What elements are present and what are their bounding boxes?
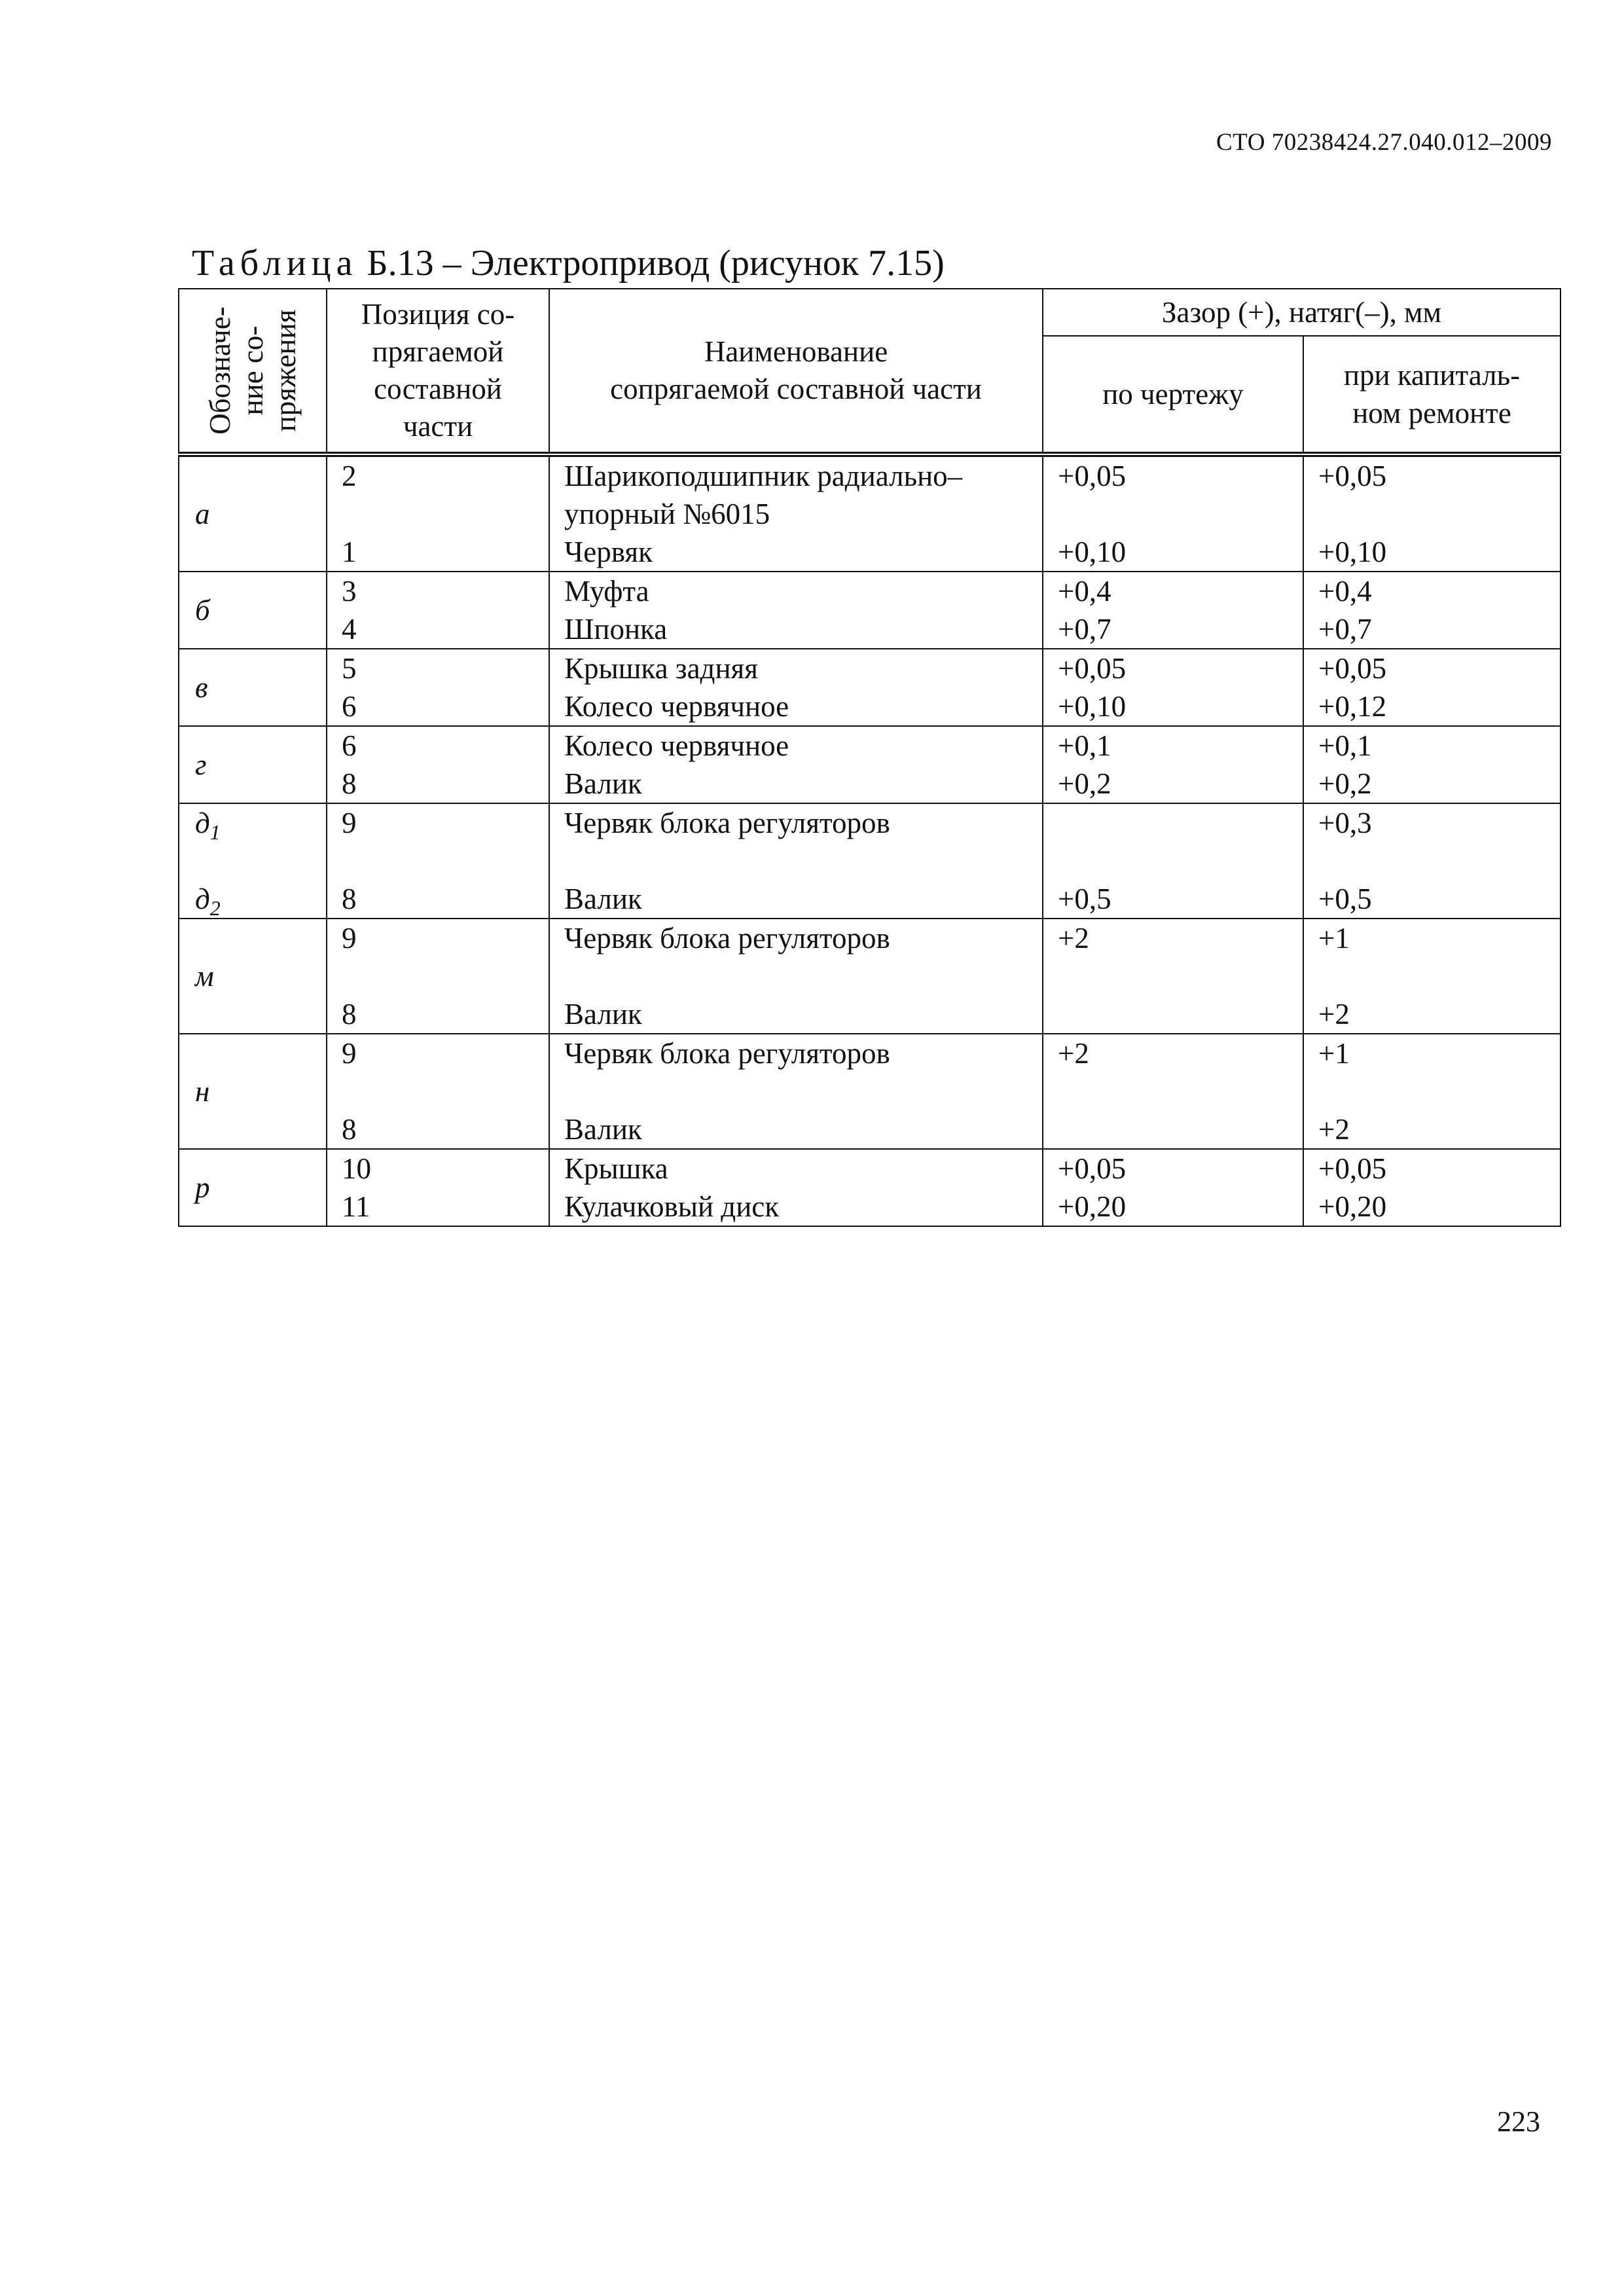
at-overhaul-cell-line: +0,2 (1318, 767, 1372, 800)
position-cell (327, 1034, 549, 1149)
by-drawing-cell (1043, 726, 1303, 803)
part-name-cell-line: Валик (564, 883, 642, 915)
position-cell (327, 919, 549, 1034)
table-body (179, 454, 1561, 1226)
part-name-cell-line: Червяк блока регуляторов (564, 807, 890, 839)
by-drawing-cell-line: +0,7 (1058, 613, 1111, 646)
part-name-cell-line: Кулачковый диск (564, 1190, 780, 1223)
position-cell-line: 8 (342, 767, 357, 800)
at-overhaul-cell-line: +0,12 (1318, 690, 1387, 723)
at-overhaul-cell (1303, 1034, 1561, 1149)
position-cell-line: 9 (342, 922, 357, 955)
caption-label: Таблица (192, 243, 358, 283)
table-row (179, 726, 1561, 803)
by-drawing-cell-line: +0,10 (1058, 536, 1127, 568)
position-cell-line: 2 (342, 460, 357, 492)
position-cell-line: 9 (342, 1037, 357, 1070)
at-overhaul-cell-line: +0,10 (1318, 536, 1387, 568)
at-overhaul-cell (1303, 919, 1561, 1034)
position-cell (327, 803, 549, 919)
at-overhaul-cell-line: +0,20 (1318, 1190, 1387, 1223)
at-overhaul-cell (1303, 454, 1561, 572)
at-overhaul-cell-line (1318, 1072, 1560, 1110)
at-overhaul-cell (1303, 572, 1561, 649)
by-drawing-cell-line: +0,05 (1058, 652, 1127, 685)
position-cell (327, 1149, 549, 1226)
by-drawing-cell-line: +2 (1058, 922, 1089, 955)
part-name-cell-line: Червяк блока регуляторов (564, 1037, 890, 1070)
by-drawing-cell-line (1058, 957, 1303, 995)
part-name-cell-line: Крышка задняя (564, 652, 758, 685)
position-cell-line: 1 (342, 536, 357, 568)
table-row (179, 1149, 1561, 1226)
by-drawing-cell (1043, 454, 1303, 572)
at-overhaul-cell-line: +2 (1318, 1113, 1350, 1146)
by-drawing-cell-line: +0,2 (1058, 767, 1111, 800)
designation-cell: б (179, 572, 327, 649)
part-name-cell-line: Шпонка (564, 613, 668, 646)
table-row (179, 803, 1561, 919)
position-cell (327, 726, 549, 803)
by-drawing-cell-line (1058, 995, 1303, 1033)
by-drawing-cell-line: +0,4 (1058, 575, 1111, 608)
part-name-cell-line: Валик (564, 767, 642, 800)
position-cell-line: 9 (342, 807, 357, 839)
header-by-drawing: по чертежу (1043, 336, 1303, 454)
by-drawing-cell-line (1058, 495, 1303, 533)
designation-cell (179, 803, 327, 919)
at-overhaul-cell-line: +0,05 (1318, 1152, 1387, 1185)
by-drawing-cell (1043, 803, 1303, 919)
by-drawing-cell (1043, 1149, 1303, 1226)
at-overhaul-cell-line: +0,7 (1318, 613, 1372, 646)
by-drawing-cell (1043, 1034, 1303, 1149)
by-drawing-cell-line (1058, 1110, 1303, 1148)
at-overhaul-cell-line: +0,05 (1318, 652, 1387, 685)
table-caption (192, 242, 945, 284)
part-name-cell-line: Муфта (564, 575, 649, 608)
part-name-cell-line: Валик (564, 1113, 642, 1146)
at-overhaul-cell-line (1318, 842, 1560, 880)
at-overhaul-cell-line: +0,1 (1318, 729, 1372, 762)
table-row (179, 454, 1561, 572)
part-name-cell (549, 803, 1043, 919)
part-name-cell-line: Валик (564, 998, 642, 1030)
table-row (179, 919, 1561, 1034)
position-cell-line: 6 (342, 729, 357, 762)
part-name-cell-line: Червяк блока регуляторов (564, 922, 890, 955)
at-overhaul-cell-line (1318, 957, 1560, 995)
by-drawing-cell (1043, 649, 1303, 726)
position-cell-line: 4 (342, 613, 357, 646)
position-cell (327, 572, 549, 649)
table-row (179, 572, 1561, 649)
part-name-cell (549, 1034, 1043, 1149)
at-overhaul-cell-line: +0,4 (1318, 575, 1372, 608)
designation-cell: а (179, 454, 327, 572)
part-name-cell-line: Колесо червячное (564, 729, 789, 762)
position-cell-line: 11 (342, 1190, 370, 1223)
designation-line: $д_2$ (195, 883, 221, 920)
by-drawing-cell-line (1058, 842, 1303, 880)
position-cell-line (342, 842, 549, 880)
part-name-cell (549, 649, 1043, 726)
by-drawing-cell-line: +0,20 (1058, 1190, 1127, 1223)
designation-cell: в (179, 649, 327, 726)
by-drawing-cell-line: +0,1 (1058, 729, 1111, 762)
header-clearance-group: Зазор (+), натяг(–), мм (1043, 289, 1561, 336)
clearance-table (178, 288, 1561, 1227)
designation-line (195, 842, 326, 880)
at-overhaul-cell-line (1318, 495, 1560, 533)
page-number: 223 (1497, 2105, 1540, 2138)
part-name-cell-line: упорный №6015 (564, 498, 770, 530)
position-cell-line: 8 (342, 1113, 357, 1146)
part-name-cell-line: Червяк (564, 536, 653, 568)
part-name-cell (549, 726, 1043, 803)
part-name-cell-line (564, 1072, 1042, 1110)
position-cell-line: 5 (342, 652, 357, 685)
part-name-cell (549, 1149, 1043, 1226)
position-cell (327, 454, 549, 572)
position-cell-line: 8 (342, 998, 357, 1030)
designation-cell: м (179, 919, 327, 1034)
position-cell-line (342, 957, 549, 995)
by-drawing-cell (1043, 572, 1303, 649)
header-part-name: Наименование сопрягаемой составной части (549, 289, 1043, 454)
position-cell-line: 8 (342, 883, 357, 915)
by-drawing-cell-line: +0,5 (1058, 883, 1111, 915)
by-drawing-cell-line (1058, 804, 1303, 842)
header-position: Позиция со- прягаемой составной части (327, 289, 549, 454)
position-cell-line (342, 1072, 549, 1110)
designation-cell: н (179, 1034, 327, 1149)
at-overhaul-cell (1303, 803, 1561, 919)
part-name-cell-line: Шарикоподшипник радиально– (564, 460, 963, 492)
part-name-cell (549, 919, 1043, 1034)
part-name-cell (549, 454, 1043, 572)
by-drawing-cell-line (1058, 1072, 1303, 1110)
at-overhaul-cell-line: +1 (1318, 1037, 1350, 1070)
caption-text: Б.13 – Электропривод (рисунок 7.15) (367, 243, 945, 283)
part-name-cell-line: Крышка (564, 1152, 668, 1185)
header-designation (179, 289, 327, 454)
at-overhaul-cell-line: +0,5 (1318, 883, 1372, 915)
by-drawing-cell-line: +0,05 (1058, 1152, 1127, 1185)
position-cell (327, 649, 549, 726)
position-cell-line: 3 (342, 575, 357, 608)
by-drawing-cell-line: +0,05 (1058, 460, 1127, 492)
at-overhaul-cell-line: +0,3 (1318, 807, 1372, 839)
header-at-overhaul: при капиталь- ном ремонте (1303, 336, 1561, 454)
position-cell-line (342, 495, 549, 533)
position-cell-line: 6 (342, 690, 357, 723)
at-overhaul-cell (1303, 1149, 1561, 1226)
at-overhaul-cell-line: +1 (1318, 922, 1350, 955)
header-designation-text: Обозначе- ние со- пряжения (204, 306, 302, 435)
at-overhaul-cell-line: +0,05 (1318, 460, 1387, 492)
designation-cell: р (179, 1149, 327, 1226)
table-row (179, 1034, 1561, 1149)
document-code: СТО 70238424.27.040.012–2009 (1216, 129, 1552, 156)
at-overhaul-cell (1303, 649, 1561, 726)
designation-cell: г (179, 726, 327, 803)
part-name-cell (549, 572, 1043, 649)
part-name-cell-line: Колесо червячное (564, 690, 789, 723)
at-overhaul-cell (1303, 726, 1561, 803)
position-cell-line: 10 (342, 1152, 371, 1185)
by-drawing-cell-line: +0,10 (1058, 690, 1127, 723)
table-row (179, 649, 1561, 726)
part-name-cell-line (564, 957, 1042, 995)
designation-line: $д_1$ (195, 807, 221, 844)
at-overhaul-cell-line: +2 (1318, 998, 1350, 1030)
part-name-cell-line (564, 842, 1042, 880)
by-drawing-cell-line: +2 (1058, 1037, 1089, 1070)
by-drawing-cell (1043, 919, 1303, 1034)
